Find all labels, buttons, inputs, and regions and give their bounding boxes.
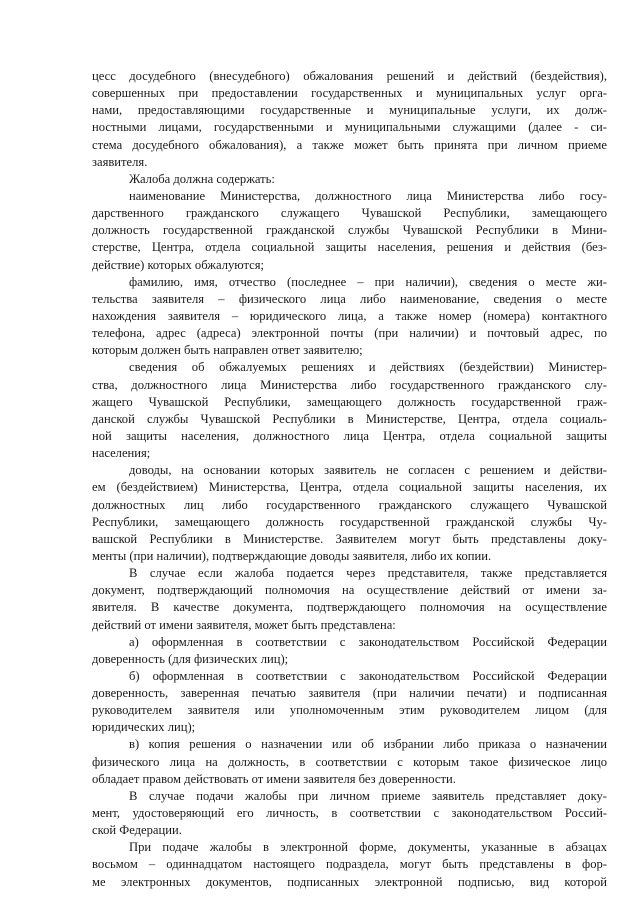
- text-line: телефона, адрес (адреса) электронной почты (при наличии) и почтовый адрес, по: [92, 326, 607, 341]
- text-line: жащего Чувашской Республики, замещающего должность государственной граж-: [92, 394, 607, 409]
- text-line: стема досудебного обжалования), а также может быть принята при личном приеме: [92, 137, 607, 152]
- text-line: ме электронных документов, подписанных электронной подписью, вид которой: [92, 874, 607, 889]
- text-line: руководителем заявителя или уполномоченным этим руководителем лицом (для: [92, 703, 607, 718]
- text-line: доводы, на основании которых заявитель не согласен с решением и действи-: [129, 463, 607, 478]
- text-line: ной защиты населения, должностного лица Центра, отдела социальной защиты: [92, 428, 607, 443]
- text-line: В случае подачи жалобы при личном приеме заявитель представляет доку-: [129, 788, 607, 803]
- text-line: доверенность (для физических лиц);: [92, 651, 289, 666]
- text-line: действие) которых обжалуются;: [92, 257, 265, 272]
- text-line: цесс досудебного (внесудебного) обжалования решений и действий (бездействия),: [92, 69, 607, 83]
- text-line: данской службы Чувашской Республики в Министерстве, Центра, отдела социаль-: [92, 411, 607, 426]
- text-line: тельства заявителя – физического лица либо наименование, сведения о месте: [92, 291, 607, 306]
- text-line: совершенных при предоставлении государственных и муниципальных услуг орга-: [92, 86, 607, 101]
- text-line: явителя. В качестве документа, подтверждающего полномочия на осуществление: [92, 600, 607, 615]
- text-line: ской Федерации.: [92, 823, 182, 838]
- text-line: При подаче жалобы в электронной форме, документы, указанные в абзацах: [129, 840, 607, 855]
- text-line: должность государственной гражданской службы Чувашской Республики в Мини-: [92, 223, 607, 238]
- text-line: фамилию, имя, отчество (последнее – при наличии), сведения о месте жи-: [129, 274, 607, 289]
- text-line: нахождения заявителя – юридического лица, а также номер (номера) контактного: [92, 308, 607, 323]
- text-line: вашской Республики в Министерстве. Заявителем могут быть представлены доку-: [92, 531, 607, 546]
- text-line: менты (при наличии), подтверждающие доводы заявителя, либо их копии.: [92, 548, 492, 563]
- text-line: Жалоба должна содержать:: [129, 171, 275, 186]
- text-line: в) копия решения о назначении или об избрании либо приказа о назначении: [129, 737, 607, 752]
- document-body-text: [92, 68, 607, 891]
- text-line: которым должен быть направлен ответ заявителю;: [92, 343, 363, 358]
- text-line: документ, подтверждающий полномочия на осуществление действий от имени за-: [92, 583, 607, 598]
- text-line: должностных лиц либо государственного гражданского служащего Чувашской: [92, 497, 607, 512]
- text-line: дарственного гражданского служащего Чувашской Республики, замещающего: [92, 206, 607, 221]
- text-line: обладает правом действовать от имени заявителя без доверенности.: [92, 771, 456, 786]
- text-line: физического лица на должность, в соответствии с которым такое физическое лицо: [92, 754, 607, 769]
- text-line: восьмом – одиннадцатом настоящего подраздела, могут быть представлены в фор-: [92, 857, 607, 872]
- text-line: В случае если жалоба подается через представителя, также представляется: [129, 566, 607, 581]
- text-line: мент, удостоверяющий его личность, в соответствии с законодательством Россий-: [92, 806, 607, 821]
- text-line: действий от имени заявителя, может быть представлена:: [92, 617, 396, 632]
- text-line: населения;: [92, 446, 151, 461]
- text-line: ем (бездействием) Министерства, Центра, отдела социальной защиты населения, их: [92, 480, 607, 495]
- text-line: ностными лицами, государственными и муниципальными служащими (далее - си-: [92, 120, 607, 135]
- text-line: ства, должностного лица Министерства либо государственного гражданского слу-: [92, 377, 607, 392]
- text-line: б) оформленная в соответствии с законодательством Российской Федерации: [129, 668, 607, 683]
- text-line: нами, предоставляющими государственные и муниципальные услуги, их долж-: [92, 103, 607, 118]
- text-line: стерстве, Центра, отдела социальной защиты населения, решения и действия (без-: [92, 240, 607, 255]
- text-line: Республики, замещающего должность государственной гражданской службы Чу-: [92, 514, 607, 529]
- text-line: сведения об обжалуемых решениях и действиях (бездействии) Министер-: [129, 360, 607, 375]
- text-line: заявителя.: [92, 154, 148, 169]
- text-line: юридических лиц);: [92, 720, 196, 735]
- text-line: доверенность, заверенная печатью заявителя (при наличии печати) и подписанная: [92, 686, 607, 701]
- text-line: а) оформленная в соответствии с законодательством Российской Федерации: [129, 634, 607, 649]
- text-line: наименование Министерства, должностного лица Министерства либо госу-: [129, 188, 607, 203]
